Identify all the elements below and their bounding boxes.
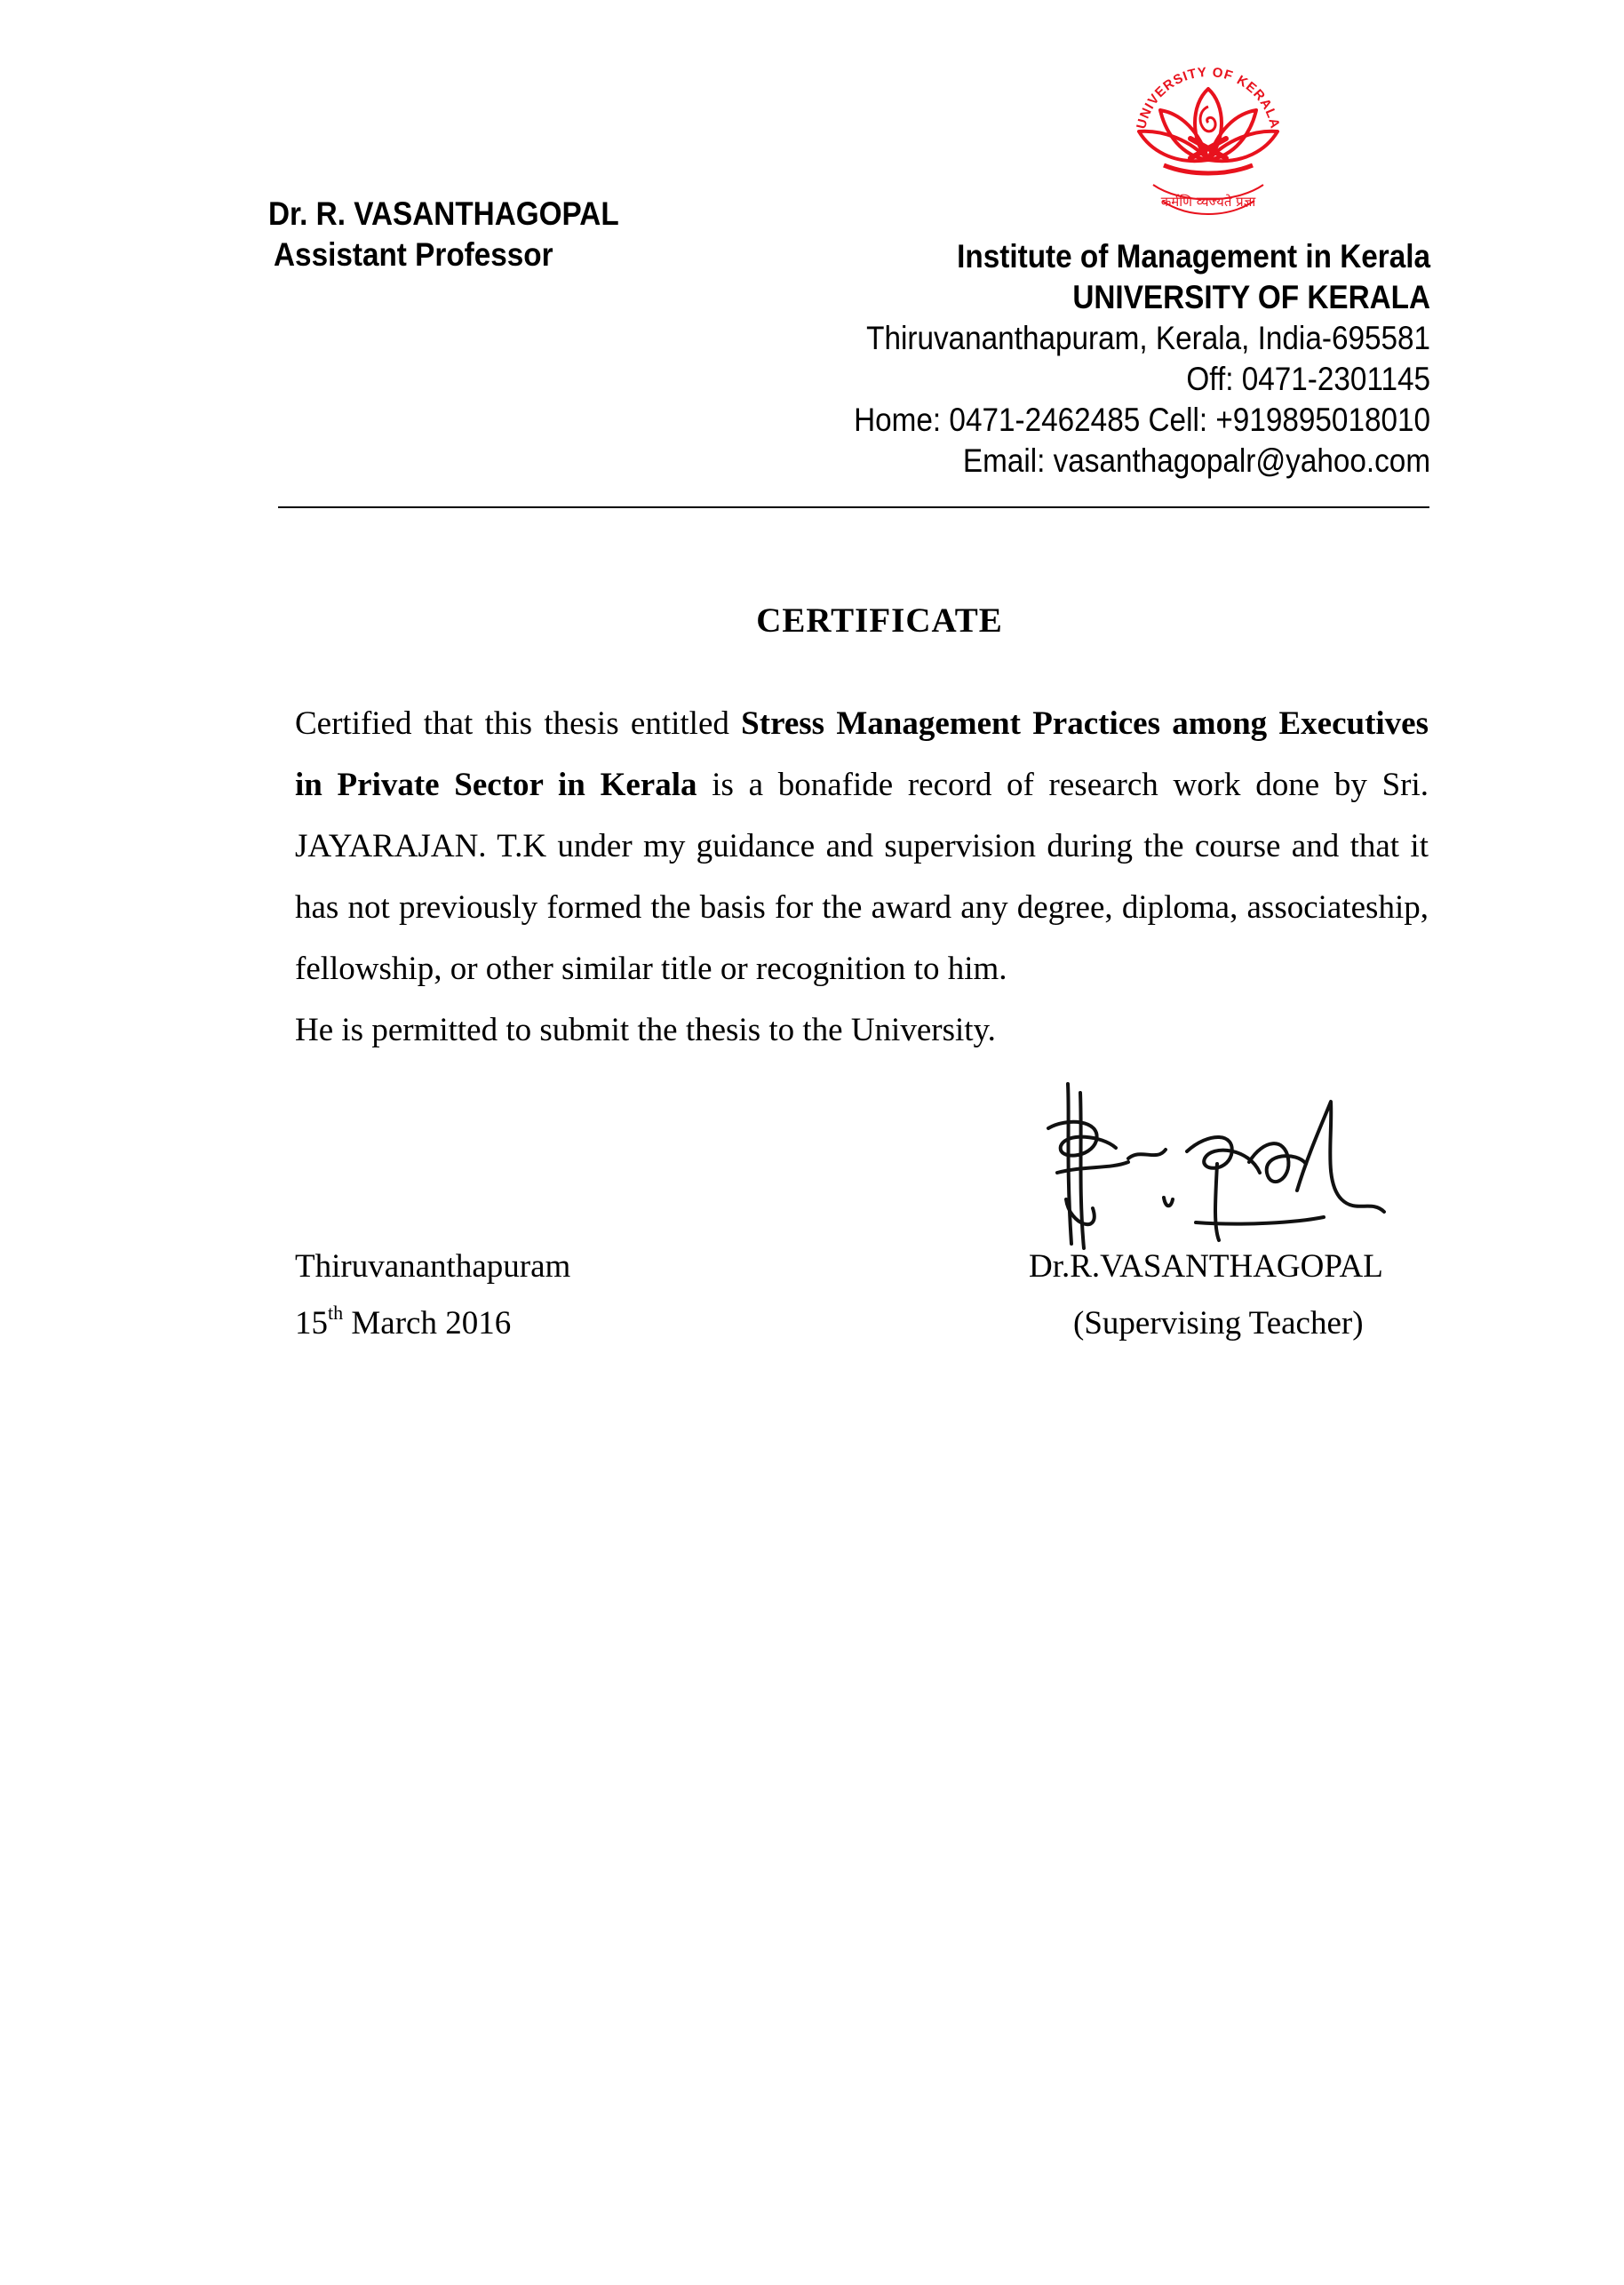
date-month-year: March 2016 xyxy=(343,1305,512,1342)
header-divider xyxy=(278,506,1429,508)
certificate-intro: Certified that this thesis entitled xyxy=(295,705,742,742)
email-address: Email: vasanthagopalr@yahoo.com xyxy=(962,442,1430,479)
permission-statement: He is permitted to submit the thesis to the University. xyxy=(295,1012,996,1048)
svg-text:कर्मणि व्यज्यते प्रज्ञा: कर्मणि व्यज्यते प्रज्ञा xyxy=(1160,194,1256,210)
svg-text:UNIVERSITY OF KERALA: UNIVERSITY OF KERALA xyxy=(1134,64,1283,131)
thesis-title: Stress Management Practices among Executives in Private Sector in Kerala xyxy=(295,705,1429,803)
postal-address: Thiruvananthapuram, Kerala, India-695581 xyxy=(866,320,1430,356)
signing-date xyxy=(295,1304,511,1342)
sender-title: Assistant Professor xyxy=(274,236,553,273)
date-day: 15 xyxy=(295,1305,328,1342)
handwritten-signature-icon xyxy=(1031,1066,1439,1262)
home-cell-phone: Home: 0471-2462485 Cell: +919895018010 xyxy=(854,402,1430,438)
university-emblem-icon xyxy=(1119,52,1297,229)
certificate-body xyxy=(295,693,1429,999)
office-phone: Off: 0471-2301145 xyxy=(1186,361,1430,397)
signer-role: (Supervising Teacher) xyxy=(1073,1305,1364,1342)
certificate-title: CERTIFICATE xyxy=(756,601,1003,640)
institute-name: Institute of Management in Kerala xyxy=(957,238,1430,275)
date-suffix: th xyxy=(328,1302,344,1324)
institute-address-block xyxy=(790,236,1430,482)
university-name: UNIVERSITY OF KERALA xyxy=(1072,279,1430,315)
signer-name: Dr.R.VASANTHAGOPAL xyxy=(1029,1248,1383,1285)
sender-name: Dr. R. VASANTHAGOPAL xyxy=(268,195,619,232)
signing-place: Thiruvananthapuram xyxy=(295,1248,571,1285)
certificate-body-rest: is a bonafide record of research work done by Sri. JAYARAJAN. T.K under my guidance and supervision during the course and that it has not previously formed the basis for the award any degree, diploma, associateship, fellowship, or other similar title or recognition to him. xyxy=(295,767,1429,987)
